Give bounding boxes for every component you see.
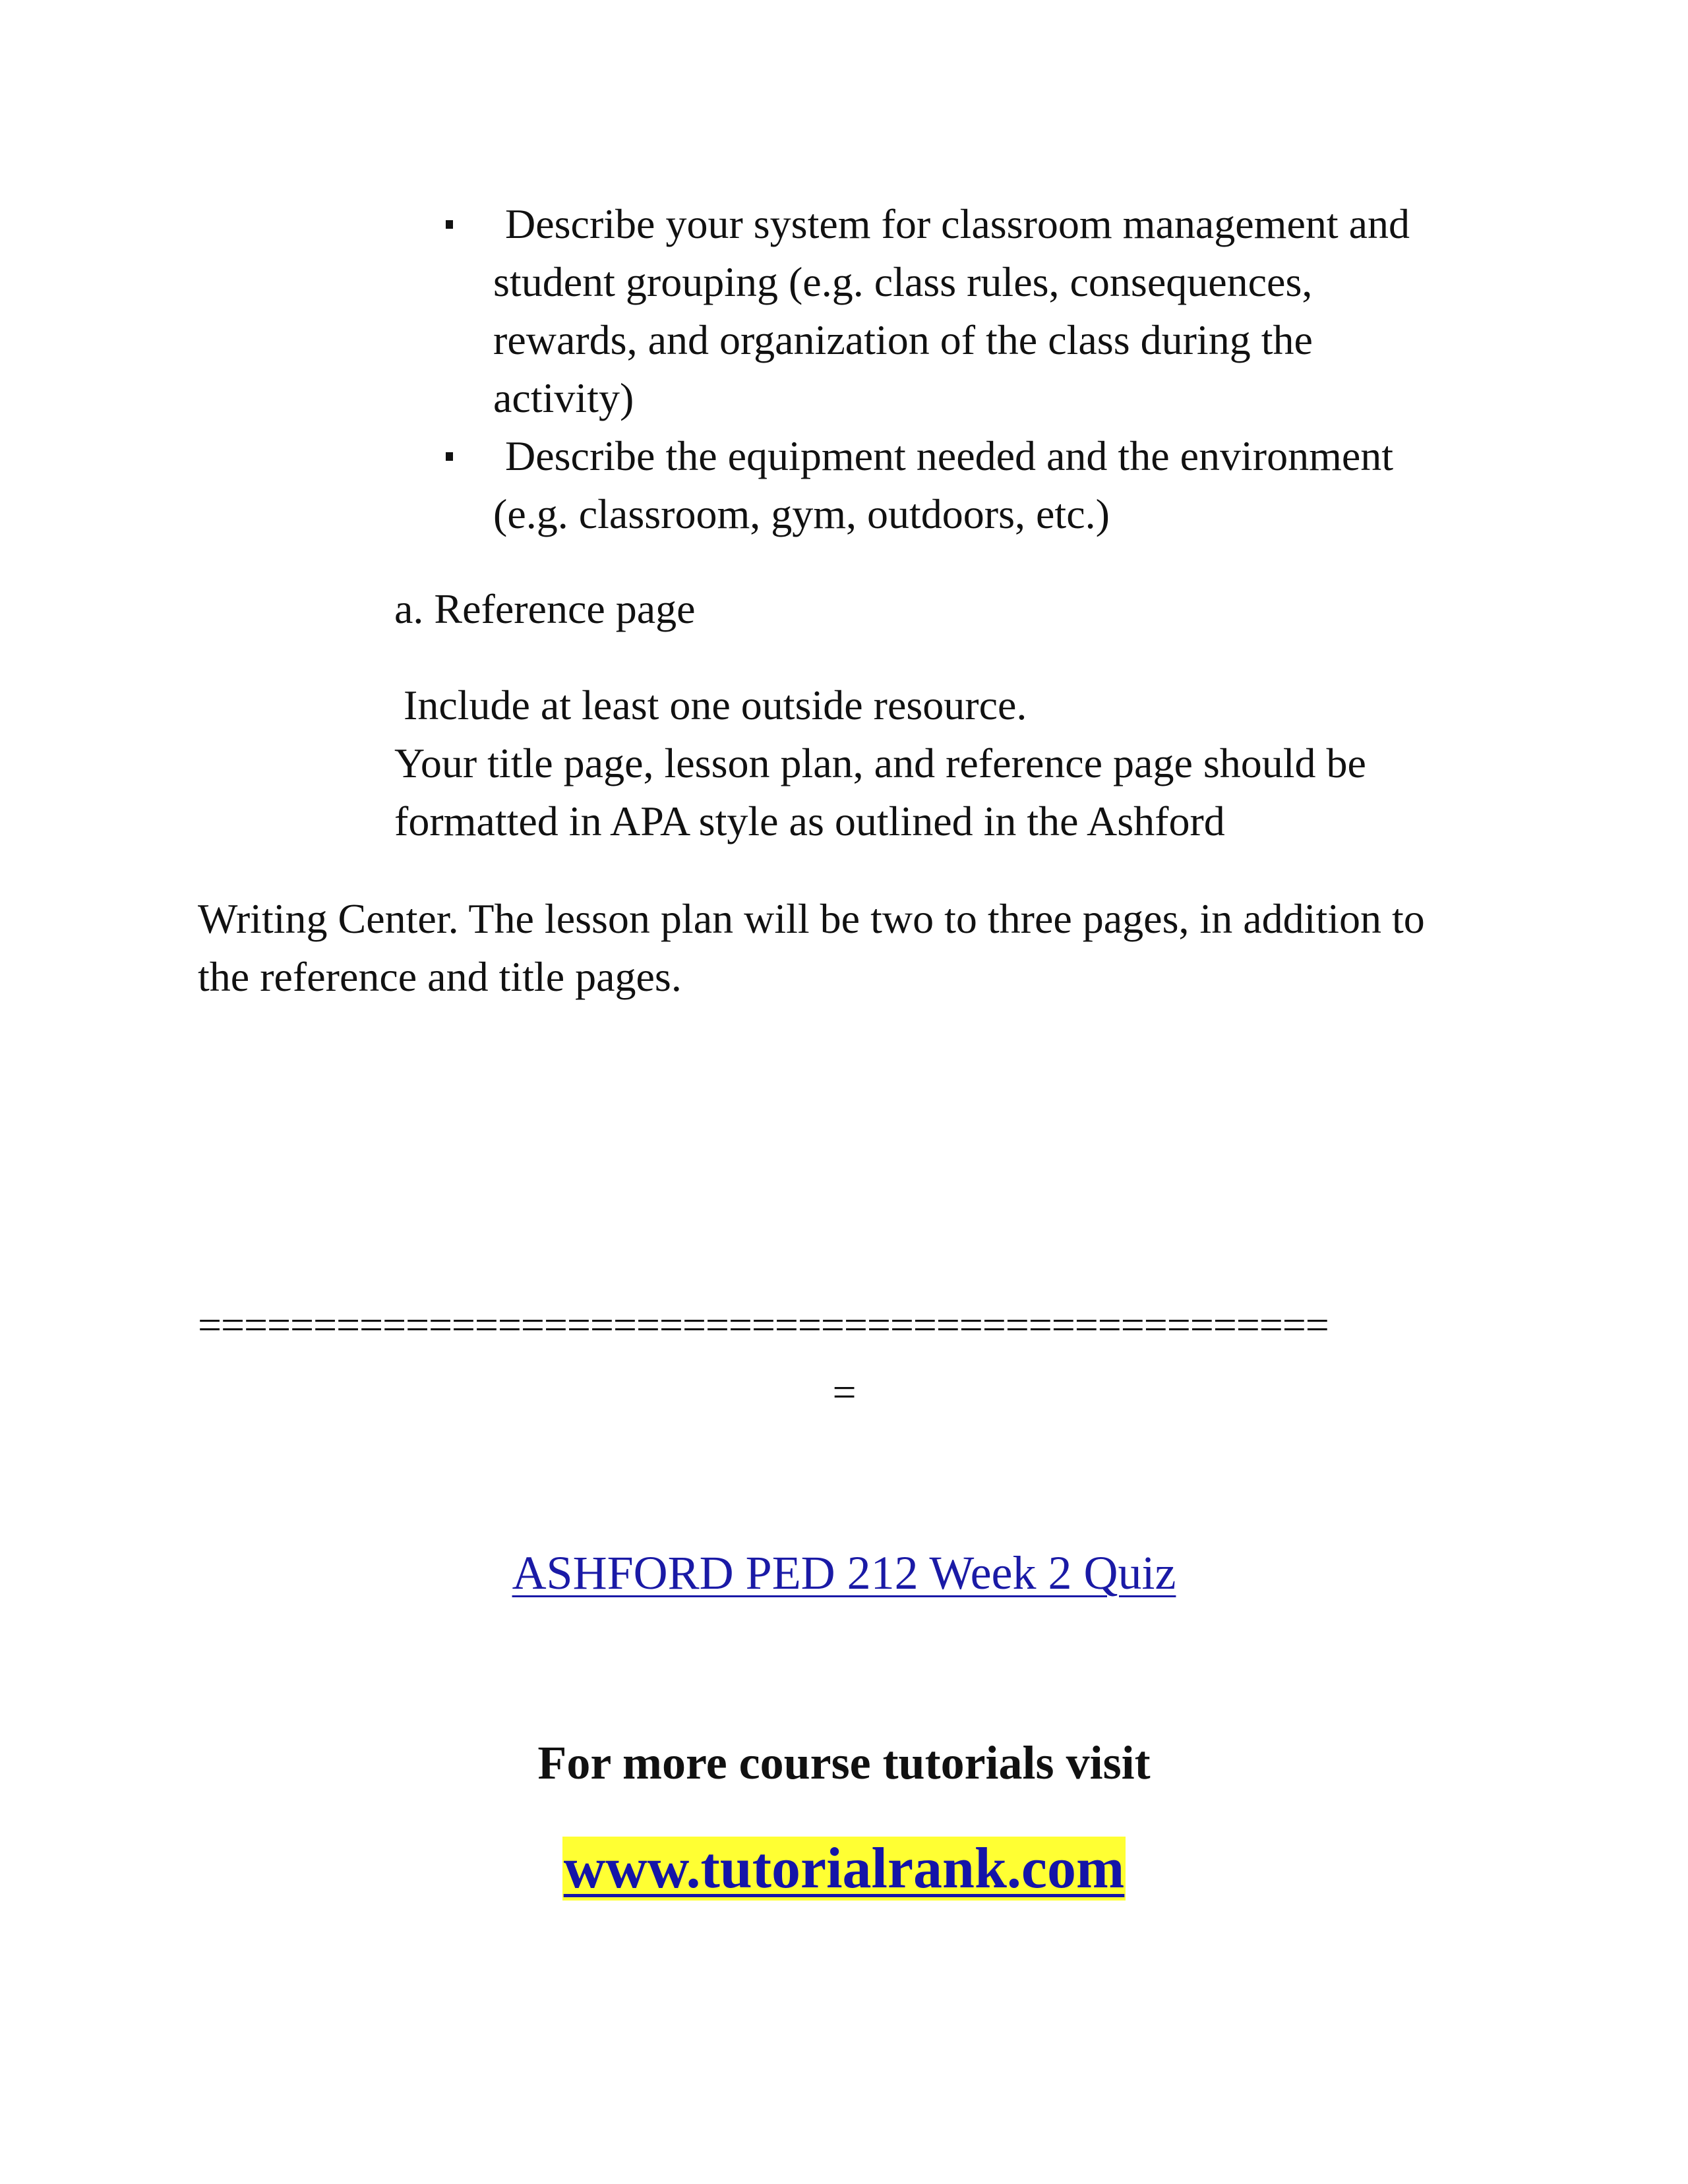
separator-trailing: = [832, 1369, 856, 1415]
square-bullet-icon [446, 220, 453, 229]
separator-line: ================================================= [198, 1301, 1329, 1348]
reference-page-heading: a. Reference page [394, 585, 696, 632]
continuation-line-1: Writing Center. The lesson plan will be two to three pages, in addition to [198, 895, 1425, 942]
instruction-line-3: formatted in APA style as outlined in the Ashford [394, 798, 1225, 844]
instruction-line-1: Include at least one outside resource. [404, 682, 1027, 728]
tutorialrank-site-link[interactable]: www.tutorialrank.com [563, 1837, 1125, 1901]
bullet-line: rewards, and organization of the class during the [493, 316, 1313, 363]
ped-212-week-2-quiz-link[interactable]: ASHFORD PED 212 Week 2 Quiz [512, 1547, 1176, 1599]
requirements-bullet-list [493, 195, 1548, 543]
bullet-line: Describe your system for classroom management and [505, 200, 1410, 247]
bullet-item-classroom-management [493, 195, 1548, 427]
square-bullet-icon [446, 452, 453, 461]
bullet-line: student grouping (e.g. class rules, consequences, [493, 258, 1313, 305]
cta-heading: For more course tutorials visit [537, 1736, 1151, 1789]
bullet-line: Describe the equipment needed and the environment [505, 432, 1394, 479]
bullet-line: (e.g. classroom, gym, outdoors, etc.) [493, 490, 1110, 537]
bullet-line: activity) [493, 374, 634, 421]
next-item-link-container [0, 1543, 1688, 1603]
instruction-line-2: Your title page, lesson plan, and reference page should be [394, 740, 1366, 786]
continuation-line-2: the reference and title pages. [198, 953, 682, 1000]
site-link-container [0, 1833, 1688, 1905]
bullet-item-equipment [493, 427, 1548, 543]
